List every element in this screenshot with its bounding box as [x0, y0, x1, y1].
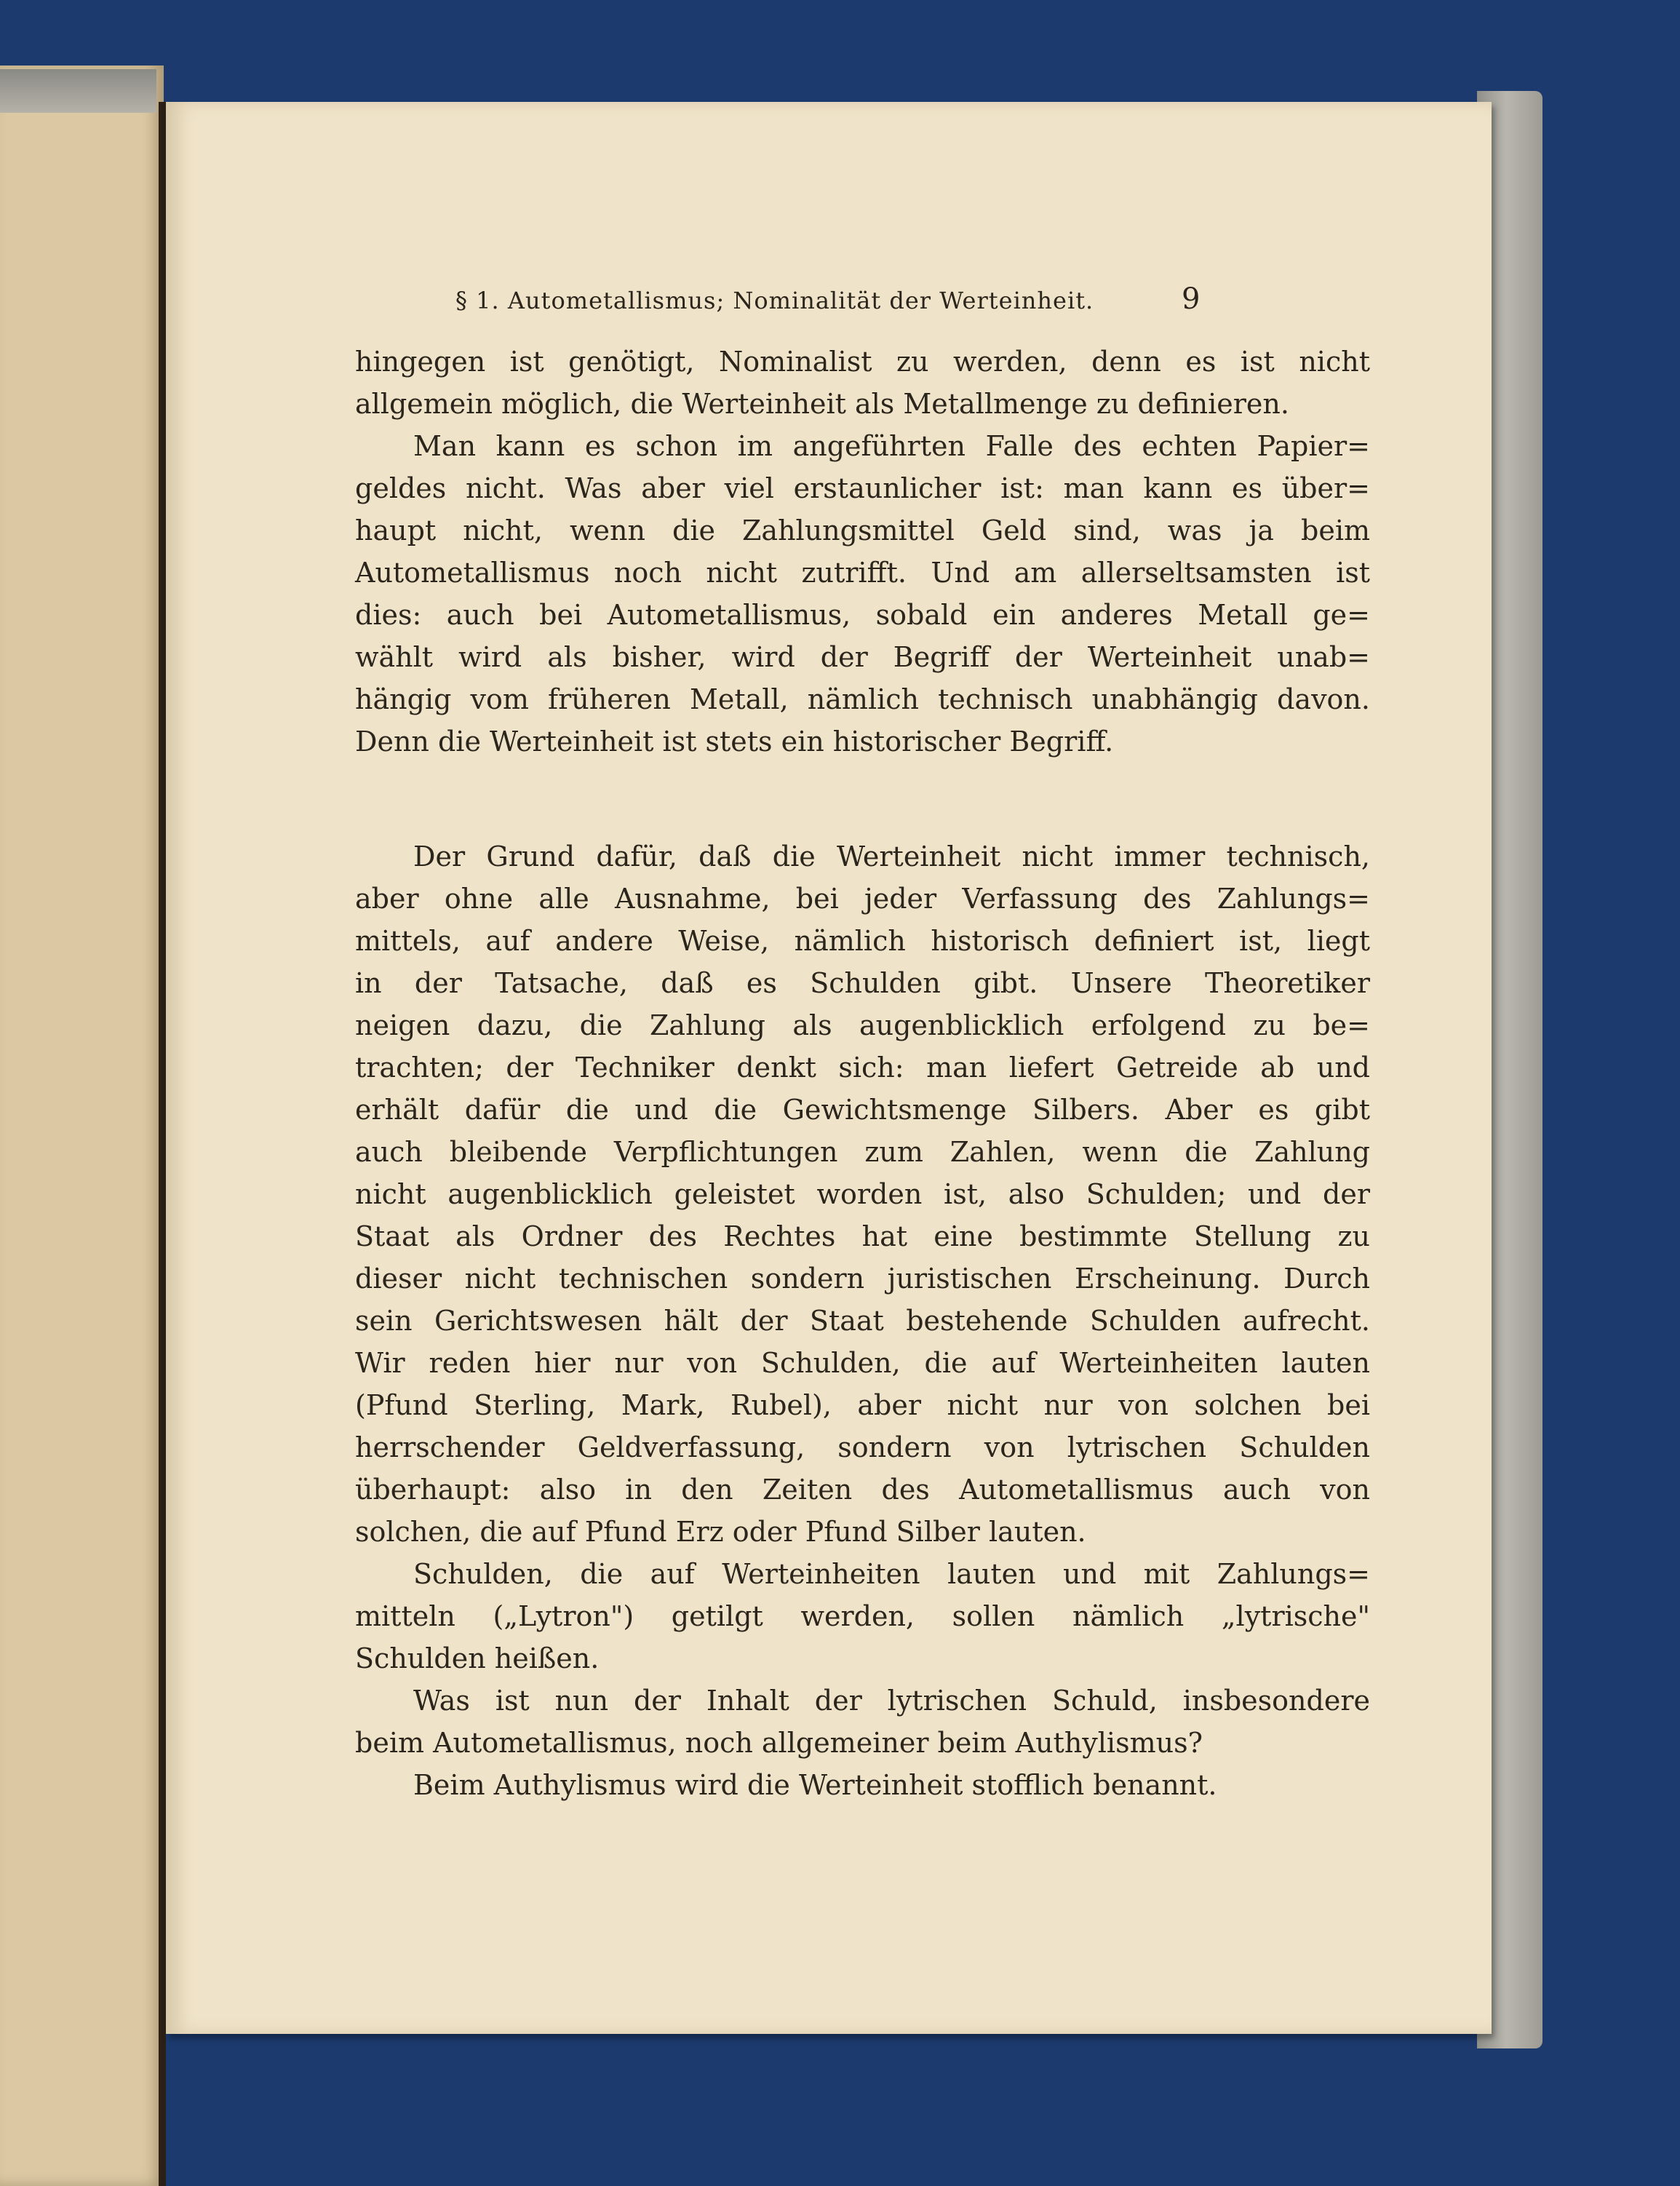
- text-line: Man kann es schon im angeführten Falle des echten Papier=: [413, 430, 1370, 462]
- text-line: Schulden heißen.: [355, 1642, 600, 1674]
- text-line: erhält dafür die und die Gewichtsmenge Silbers. Aber es gibt: [355, 1094, 1370, 1126]
- paragraph-6: [355, 1764, 1370, 1806]
- text-line: überhaupt: also in den Zeiten des Autometallismus auch von: [355, 1474, 1370, 1506]
- text-line: Staat als Ordner des Rechtes hat eine bestimmte Stellung zu: [355, 1220, 1370, 1252]
- text-line: Schulden, die auf Werteinheiten lauten und mit Zahlungs=: [413, 1558, 1370, 1590]
- text-line: Beim Authylismus wird die Werteinheit stofflich benannt.: [413, 1769, 1217, 1801]
- text-line: hängig vom früheren Metall, nämlich technisch unabhängig davon.: [355, 683, 1370, 715]
- text-line: Denn die Werteinheit ist stets ein historischer Begriff.: [355, 726, 1114, 758]
- text-line: haupt nicht, wenn die Zahlungsmittel Geld sind, was ja beim: [355, 514, 1370, 546]
- left-page: [0, 65, 164, 2186]
- text-line: hingegen ist genötigt, Nominalist zu werden, denn es ist nicht: [355, 346, 1370, 378]
- text-line: Wir reden hier nur von Schulden, die auf Werteinheiten lauten: [355, 1347, 1370, 1379]
- text-line: allgemein möglich, die Werteinheit als Metallmenge zu definieren.: [355, 388, 1289, 420]
- text-line: Autometallismus noch nicht zutrifft. Und am allerseltsamsten ist: [355, 557, 1370, 589]
- paragraph-1: [355, 341, 1370, 425]
- paragraph-2: [355, 425, 1370, 763]
- text-line: dieser nicht technischen sondern juristischen Erscheinung. Durch: [355, 1263, 1370, 1295]
- text-line: Was ist nun der Inhalt der lytrischen Schuld, insbesondere: [413, 1685, 1370, 1717]
- left-page-edge: [0, 69, 156, 113]
- paragraph-3: [355, 835, 1370, 1553]
- text-line: dies: auch bei Autometallismus, sobald ein anderes Metall ge=: [355, 599, 1370, 631]
- text-line: (Pfund Sterling, Mark, Rubel), aber nicht nur von solchen bei: [355, 1389, 1370, 1421]
- book-page: [166, 102, 1492, 2034]
- text-line: mittels, auf andere Weise, nämlich historisch definiert ist, liegt: [355, 925, 1370, 957]
- paragraph-4: [355, 1553, 1370, 1680]
- text-line: sein Gerichtswesen hält der Staat bestehende Schulden aufrecht.: [355, 1305, 1370, 1337]
- text-line: trachten; der Techniker denkt sich: man liefert Getreide ab und: [355, 1052, 1370, 1084]
- book-spine-gap: [159, 102, 166, 2186]
- text-line: Der Grund dafür, daß die Werteinheit nicht immer technisch,: [413, 840, 1370, 873]
- paragraph-5: [355, 1680, 1370, 1764]
- text-line: beim Autometallismus, noch allgemeiner beim Authylismus?: [355, 1727, 1203, 1759]
- text-line: herrschender Geldverfassung, sondern von lytrischen Schulden: [355, 1431, 1370, 1463]
- page-number: 9: [1182, 282, 1201, 316]
- text-line: aber ohne alle Ausnahme, bei jeder Verfassung des Zahlungs=: [355, 883, 1370, 915]
- running-header: [166, 279, 1492, 323]
- running-header-title: § 1. Autometallismus; Nominalität der Werteinheit.: [455, 287, 1094, 314]
- text-line: geldes nicht. Was aber viel erstaunlicher ist: man kann es über=: [355, 472, 1370, 504]
- text-line: nicht augenblicklich geleistet worden ist, also Schulden; und der: [355, 1178, 1370, 1210]
- text-line: wählt wird als bisher, wird der Begriff der Werteinheit unab=: [355, 641, 1370, 673]
- text-line: solchen, die auf Pfund Erz oder Pfund Silber lauten.: [355, 1516, 1086, 1548]
- text-line: auch bleibende Verpflichtungen zum Zahlen, wenn die Zahlung: [355, 1136, 1370, 1168]
- text-line: neigen dazu, die Zahlung als augenblicklich erfolgend zu be=: [355, 1009, 1370, 1041]
- text-line: mitteln („Lytron") getilgt werden, sollen nämlich „lytrische": [355, 1600, 1370, 1632]
- text-line: in der Tatsache, daß es Schulden gibt. Unsere Theoretiker: [355, 967, 1370, 999]
